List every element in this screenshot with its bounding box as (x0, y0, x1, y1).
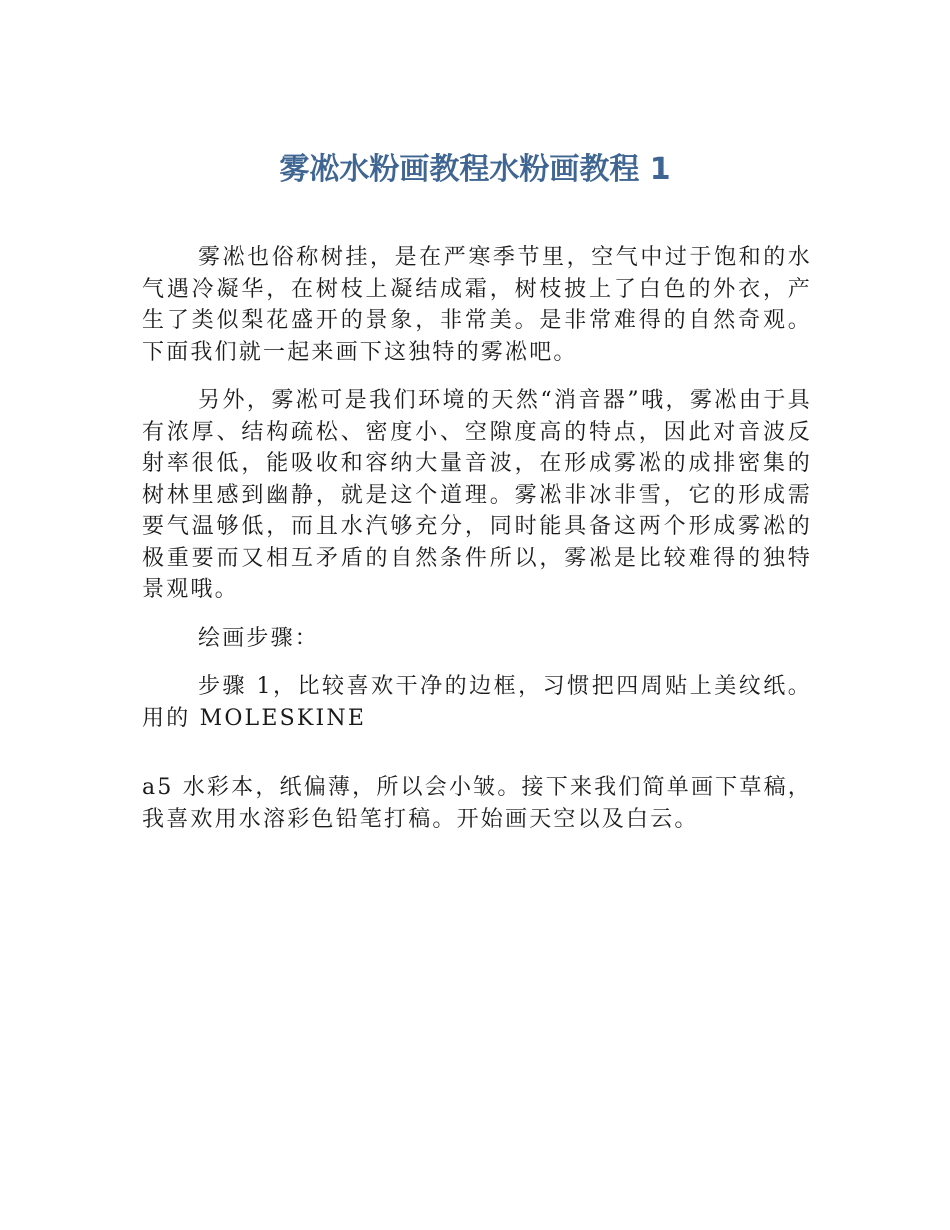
paragraph-steps-heading: 绘画步骤： (198, 625, 320, 651)
document-body (142, 242, 812, 852)
paragraph-step-1: 步骤 1，比较喜欢干净的边框，习惯把四周贴上美纹纸。用的 MOLESKINE (142, 674, 812, 731)
paragraph-intro: 雾凇也俗称树挂，是在严寒季节里，空气中过于饱和的水气遇冷凝华，在树枝上凝结成霜，树枝披上了白色的外衣，产生了类似梨花盛开的景象，非常美。是非常难得的自然奇观。下面我们就一起来画下这独特的雾凇吧。 (142, 245, 812, 365)
document-title: 雾凇水粉画教程水粉画教程 1 (279, 152, 671, 187)
paragraph-sound-absorption: 另外，雾凇可是我们环境的天然“消音器”哦，雾凇由于具有浓厚、结构疏松、密度小、空隙度高的特点，因此对音波反射率很低，能吸收和容纳大量音波，在形成雾凇的成排密集的树林里感到幽静，就是这个道理。雾凇非冰非雪，它的形成需要气温够低，而且水汽够充分，同时能具备这两个形成雾凇的极重要而又相互矛盾的自然条件所以，雾凇是比较难得的独特景观哦。 (142, 388, 812, 602)
paragraph-step-1-continued: a5 水彩本，纸偏薄，所以会小皱。接下来我们简单画下草稿，我喜欢用水溶彩色铅笔打稿。开始画天空以及白云。 (142, 775, 812, 832)
